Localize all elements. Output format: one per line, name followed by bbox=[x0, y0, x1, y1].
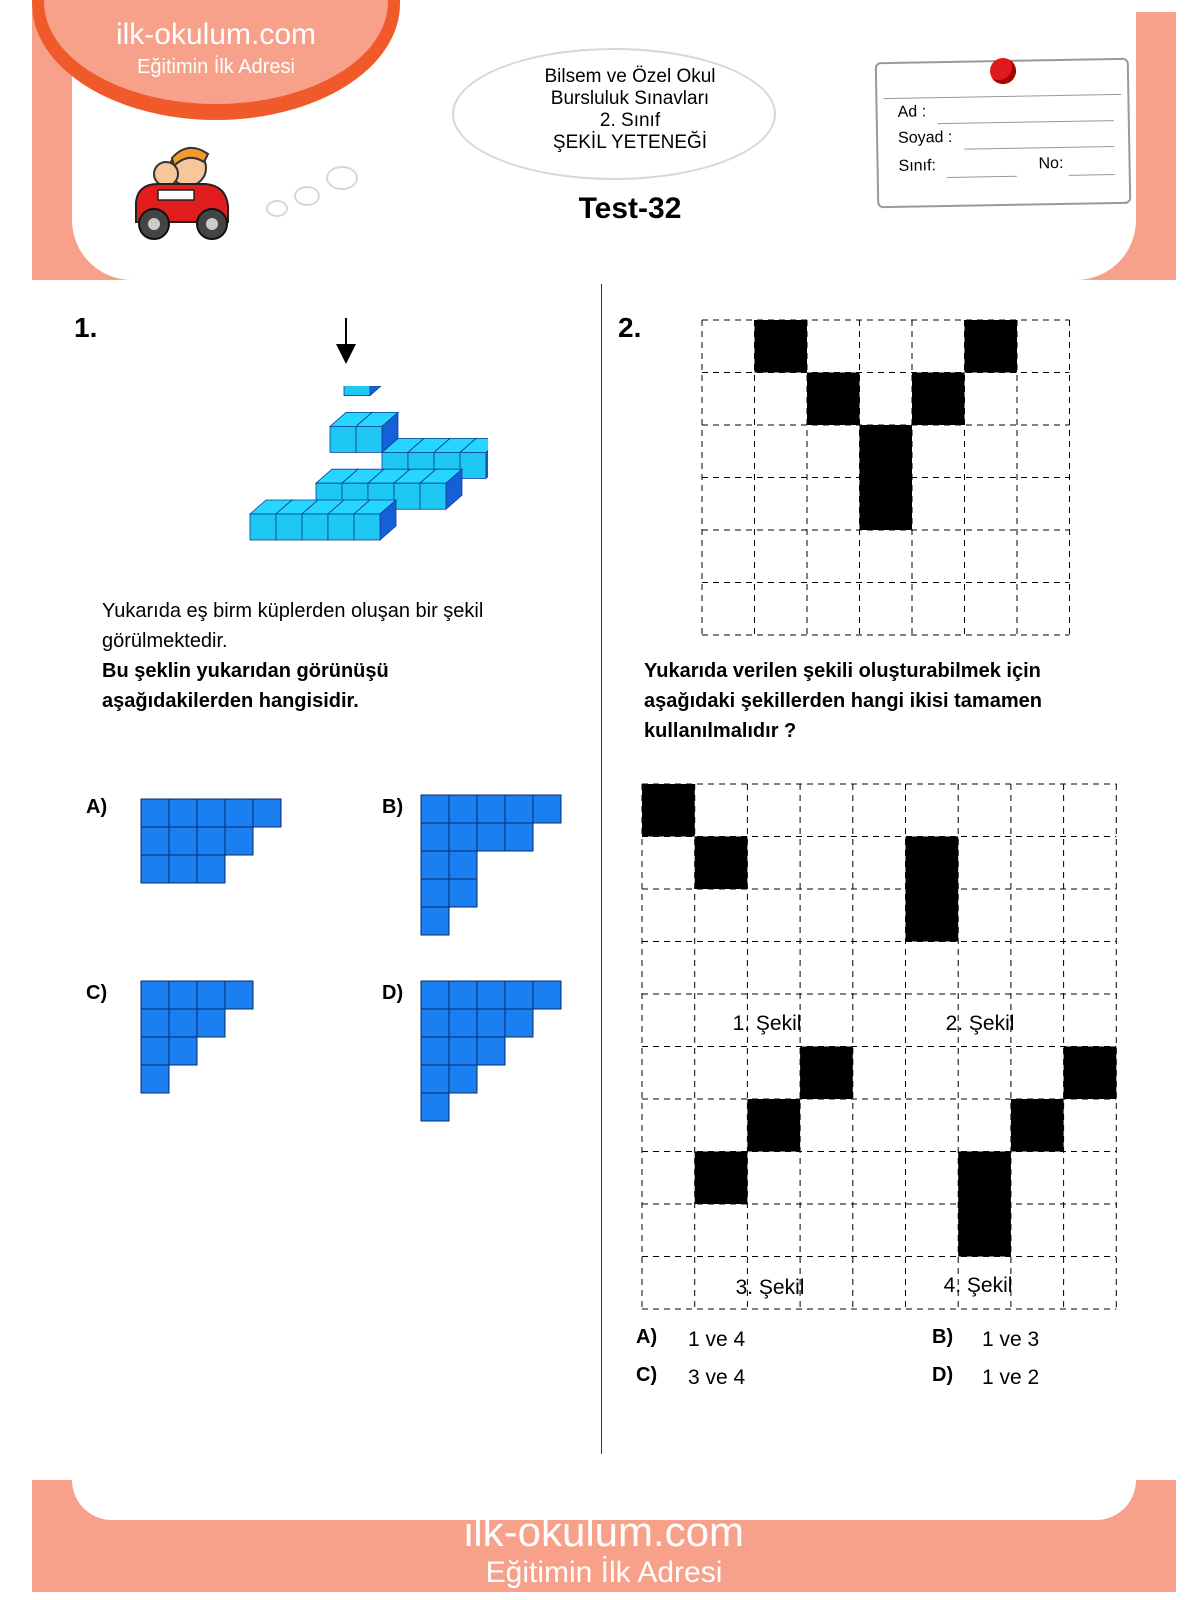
black-cell bbox=[800, 1047, 853, 1100]
option-cell bbox=[477, 1009, 505, 1037]
option-cell bbox=[421, 1037, 449, 1065]
option-cell bbox=[505, 1009, 533, 1037]
class-field[interactable] bbox=[947, 176, 1017, 178]
q2-answer-b-label[interactable]: B) bbox=[932, 1326, 954, 1348]
q1-option-b-label[interactable]: B) bbox=[382, 796, 404, 818]
option-cell bbox=[533, 981, 561, 1009]
option-cell bbox=[141, 981, 169, 1009]
option-cell bbox=[169, 827, 197, 855]
class-label: Sınıf: bbox=[898, 157, 937, 175]
black-cell bbox=[860, 478, 913, 531]
option-cell bbox=[477, 823, 505, 851]
footer-title: ilk-okulum.com bbox=[463, 1508, 745, 1555]
q2-answer-d-text[interactable]: 1 ve 2 bbox=[982, 1366, 1040, 1389]
q1-bold-line: Bu şeklin yukarıdan görünüşü bbox=[102, 660, 389, 682]
option-cell bbox=[421, 1065, 449, 1093]
black-cell bbox=[807, 373, 860, 426]
option-cell bbox=[225, 827, 253, 855]
push-pin-icon bbox=[990, 58, 1016, 84]
option-cell bbox=[141, 1037, 169, 1065]
black-cell bbox=[860, 425, 913, 478]
option-cell bbox=[169, 981, 197, 1009]
q2-question bbox=[644, 656, 1164, 746]
q1-option-c-label[interactable]: C) bbox=[86, 982, 108, 1004]
option-cell bbox=[421, 1093, 449, 1121]
q2-answer-c-text[interactable]: 3 ve 4 bbox=[688, 1366, 746, 1389]
surname-label: Soyad : bbox=[897, 128, 953, 147]
test-title: Test-32 bbox=[578, 192, 682, 225]
black-cell bbox=[1064, 1047, 1117, 1100]
exam-line: Bilsem ve Özel Okul bbox=[544, 66, 716, 87]
q1-option-b-figure[interactable] bbox=[420, 794, 566, 940]
piece-label-2: 2. Şekil bbox=[945, 1012, 1015, 1035]
option-cell bbox=[421, 981, 449, 1009]
option-cell bbox=[449, 795, 477, 823]
q2-number: 2. bbox=[618, 312, 642, 343]
option-cell bbox=[477, 1037, 505, 1065]
option-cell bbox=[141, 1009, 169, 1037]
q1-question bbox=[102, 596, 582, 716]
black-cell bbox=[642, 784, 695, 837]
number-field[interactable] bbox=[1069, 174, 1115, 176]
option-cell bbox=[421, 795, 449, 823]
q1-text-line: görülmektedir. bbox=[102, 630, 228, 652]
option-cell bbox=[225, 981, 253, 1009]
q1-option-d-figure[interactable] bbox=[420, 980, 566, 1126]
option-cell bbox=[505, 795, 533, 823]
option-cell bbox=[169, 1037, 197, 1065]
black-cell bbox=[906, 889, 959, 942]
unit-cube bbox=[344, 386, 386, 396]
q1-option-a-label[interactable]: A) bbox=[86, 796, 108, 818]
black-cell bbox=[695, 1152, 748, 1205]
q2-pieces-figure bbox=[640, 782, 1120, 1312]
exam-line: 2. Sınıf bbox=[599, 110, 661, 131]
q1-text-line: Yukarıda eş birm küplerden oluşan bir şekil bbox=[102, 600, 484, 622]
option-cell bbox=[449, 981, 477, 1009]
number-label: No: bbox=[1038, 154, 1064, 173]
q2-bold-line: kullanılmalıdır ? bbox=[644, 720, 797, 742]
option-cell bbox=[477, 795, 505, 823]
black-cell bbox=[695, 837, 748, 890]
option-cell bbox=[533, 795, 561, 823]
q2-answer-a-text[interactable]: 1 ve 4 bbox=[688, 1328, 746, 1351]
piece-label-1: 1. Şekil bbox=[732, 1012, 802, 1035]
black-cell bbox=[958, 1152, 1011, 1205]
black-cell bbox=[906, 837, 959, 890]
option-cell bbox=[197, 827, 225, 855]
q1-option-c-figure[interactable] bbox=[140, 980, 258, 1098]
option-cell bbox=[449, 1037, 477, 1065]
q2-target-figure bbox=[700, 318, 1072, 638]
option-cell bbox=[421, 823, 449, 851]
option-cell bbox=[421, 1009, 449, 1037]
option-cell bbox=[141, 799, 169, 827]
option-cell bbox=[169, 1009, 197, 1037]
down-arrow-icon bbox=[334, 318, 358, 366]
option-cell bbox=[197, 799, 225, 827]
thought-bubble-puff bbox=[266, 200, 288, 217]
black-cell bbox=[912, 373, 965, 426]
option-cell bbox=[477, 981, 505, 1009]
card-rule bbox=[883, 94, 1121, 99]
black-cell bbox=[755, 320, 808, 373]
option-cell bbox=[253, 799, 281, 827]
q1-option-d-label[interactable]: D) bbox=[382, 982, 404, 1004]
exam-description bbox=[470, 66, 790, 154]
option-cell bbox=[421, 907, 449, 935]
option-cell bbox=[421, 879, 449, 907]
option-cell bbox=[141, 855, 169, 883]
option-cell bbox=[449, 1009, 477, 1037]
q1-bold-line: aşağıdakilerden hangisidir. bbox=[102, 690, 359, 712]
option-cell bbox=[505, 823, 533, 851]
option-cell bbox=[225, 799, 253, 827]
option-cell bbox=[141, 827, 169, 855]
q2-answer-b-text[interactable]: 1 ve 3 bbox=[982, 1328, 1040, 1351]
q2-bold-line: Yukarıda verilen şekili oluşturabilmek için bbox=[644, 660, 1041, 682]
black-cell bbox=[965, 320, 1018, 373]
surname-field[interactable] bbox=[964, 146, 1114, 150]
piece-label-4: 4. Şekil bbox=[943, 1274, 1013, 1297]
thought-bubble-puff bbox=[294, 186, 320, 206]
option-cell bbox=[197, 981, 225, 1009]
q2-answer-d-label[interactable]: D) bbox=[932, 1364, 954, 1386]
option-cell bbox=[197, 855, 225, 883]
q2-answer-c-label[interactable]: C) bbox=[636, 1364, 658, 1386]
brand-subtitle: Eğitimin İlk Adresi bbox=[137, 56, 295, 78]
column-divider bbox=[601, 284, 602, 1454]
name-label: Ad : bbox=[897, 103, 927, 121]
option-cell bbox=[449, 879, 477, 907]
option-cell bbox=[141, 1065, 169, 1093]
brand-title: ilk-okulum.com bbox=[115, 18, 317, 51]
exam-line: ŞEKİL YETENEĞİ bbox=[552, 132, 708, 153]
option-cell bbox=[169, 855, 197, 883]
option-cell bbox=[197, 1009, 225, 1037]
option-cell bbox=[449, 851, 477, 879]
footer-subtitle: Eğitimin İlk Adresi bbox=[485, 1556, 723, 1589]
q1-number: 1. bbox=[74, 312, 98, 343]
cube-structure-figure bbox=[238, 386, 488, 558]
name-field[interactable] bbox=[938, 120, 1114, 124]
cartoon-car-illustration bbox=[128, 140, 238, 250]
exam-line: Bursluluk Sınavları bbox=[550, 88, 710, 109]
option-cell bbox=[449, 823, 477, 851]
option-cell bbox=[449, 1065, 477, 1093]
option-cell bbox=[421, 851, 449, 879]
option-cell bbox=[169, 799, 197, 827]
q2-bold-line: aşağıdaki şekillerden hangi ikisi tamamen bbox=[644, 690, 1042, 712]
black-cell bbox=[747, 1099, 800, 1152]
piece-label-3: 3. Şekil bbox=[735, 1276, 805, 1299]
black-cell bbox=[1011, 1099, 1064, 1152]
thought-bubble-puff bbox=[326, 166, 358, 190]
option-cell bbox=[505, 981, 533, 1009]
black-cell bbox=[958, 1204, 1011, 1257]
q1-option-a-figure[interactable] bbox=[140, 798, 286, 888]
q2-answer-a-label[interactable]: A) bbox=[636, 1326, 658, 1348]
